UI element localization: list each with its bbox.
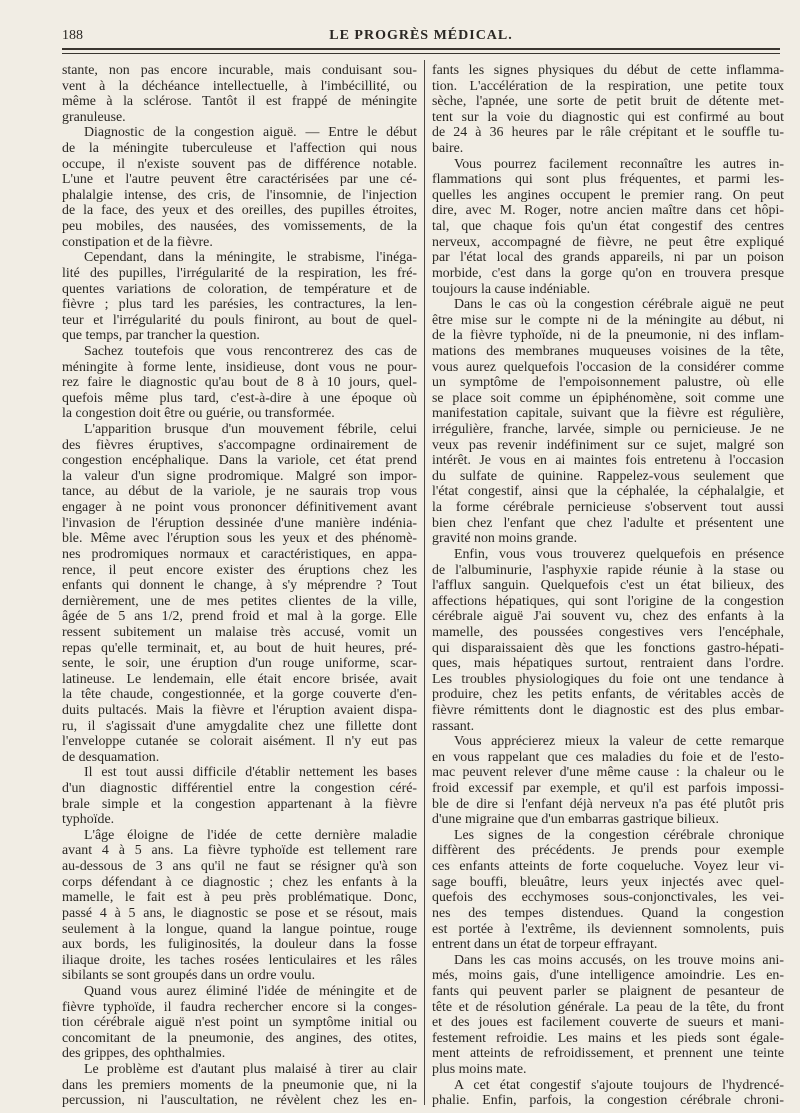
text-line: iliaque droite, les taches rosées lenticulaires et les râles [62,952,417,968]
text-line: méningite à forme lente, insidieuse, dont vous ne pour- [62,359,417,375]
text-line: et des joues est facilement couverte de sueurs et mani- [432,1015,784,1031]
text-line: occupe, il n'existe souvent pas de différence notable. [62,156,417,172]
text-line: L'une et l'autre peuvent être caractérisées par une cé- [62,172,417,188]
text-line: tance, au début de la variole, je ne saurais trop vous [62,484,417,500]
text-line: cérébrale aiguë J'ai souvent vu, chez des enfants à la [432,609,784,625]
text-line: latineuse. Le lendemain, elle était encore brisée, avait [62,671,417,687]
text-line: ressent subitement un malaise très accusé, vomit un [62,624,417,640]
text-line: gravité non moins grande. [432,531,578,547]
journal-title: LE PROGRÈS MÉDICAL. [329,28,513,43]
text-line: bien chez l'enfant que chez l'adulte et présentent une [432,515,784,531]
text-line: passé 4 à 5 ans, le diagnostic se pose et se résout, mais [62,905,417,921]
text-line: Dans les cas moins accusés, on les trouve moins ani- [454,952,784,968]
text-line: fièvre rémittents dont le diagnostic est des plus embar- [432,702,784,718]
text-line: engager à ne point vous prononcer définitivement avant [62,500,417,516]
text-line: un symptôme de l'empoisonnement palustre, où elle [432,375,784,391]
text-line: tion cérébrale aiguë n'est point un symptôme initial ou [62,1015,417,1031]
text-line: est portée à l'extrême, ils deviennent somnolents, puis [432,921,784,937]
text-line: âgée de 5 ans 1/2, prend froid et mal à la gorge. Elle [62,609,417,625]
text-line: repas qu'elle terminait, et, au bout de huit heures, pré- [62,640,417,656]
text-line: qui disparaissaient dès que les fonctions gastro-hépati- [432,640,784,656]
text-line: morbide, c'est dans la gorge qu'on en trouvera presque [432,265,784,281]
text-line: Dans le cas où la congestion cérébrale aiguë ne peut [454,297,784,313]
text-line: Enfin, vous vous trouverez quelquefois en présence [454,546,784,562]
text-line: être mise sur le compte ni de la méningite au début, ni [432,312,784,328]
header-rule-thin [62,53,780,54]
left-column [62,63,417,1109]
text-line: se place soit comme un épiphénomène, soit comme une [432,390,784,406]
text-line: duits pultacés. Mais la fièvre et l'éruption avaient dispa- [62,702,417,718]
text-line: phalie. Enfin, parfois, la congestion cérébrale chroni- [432,1093,784,1109]
text-line: enfants qui donnent le change, à s'y méprendre ? Tout [62,578,417,594]
text-line: sèche, l'apnée, une sorte de petit bruit de détente met- [432,94,784,110]
text-line: de la méningite tuberculeuse et l'affection qui nous [62,141,417,157]
text-line: granuleuse. [62,109,126,125]
text-line: dire, avec M. Roger, notre ancien maître dans cet hôpi- [432,203,784,219]
text-line: l'invasion de l'éruption dessinée d'une manière indénia- [62,515,417,531]
text-line: de desquamation. [62,749,160,765]
text-line: manifestation capitale, suivant que la fièvre est régulière, [432,406,784,422]
text-line: Diagnostic de la congestion aiguë. — Entre le début [84,125,417,141]
column-divider [424,60,425,1105]
text-line: froid excessif par exemple, et qu'il est parfois impossi- [432,781,784,797]
text-line: plus moins mate. [432,1062,527,1077]
text-line: en vous rappelant que ces maladies du foie et de l'esto- [432,749,784,765]
text-line: phalalgie intense, des cris, de l'insomnie, de l'injection [62,187,417,203]
text-line: du sulfate de quinine. Rappelez-vous seulement que [432,468,784,484]
text-line: ble de dire si l'enfant déjà nerveux n'a pas été plutôt pris [432,796,784,812]
text-line: entrent dans un état de torpeur effrayant. [432,937,658,953]
text-line: veux pas revenir indéfiniment sur ce sujet, malgré son [432,437,784,453]
text-line: seulement à la longue, quand la langue pointue, rouge [62,921,417,937]
text-line: par l'état local des grands appareils, ni par un poison [432,250,784,266]
text-line: mations des membranes muqueuses voisines de la tête, [432,343,784,359]
text-line: la tête chaude, congestionnée, et la gorge couverte d'en- [62,687,417,703]
text-line: Les signes de la congestion cérébrale chronique [454,827,784,843]
text-line: tal, que chaque fois qu'un état congestif des centres [432,219,784,235]
text-line: affections hépatiques, qui sont l'origine de la congestion [432,593,784,609]
text-line: mac peuvent relever d'une même cause : la chaleur ou le [432,765,784,781]
text-line: constipation et de la fièvre. [62,234,213,250]
text-line: dernièrement, une de mes petites clientes de la ville, [62,593,417,609]
text-line: ques, mais hépatiques surtout, rentraient dans l'ordre. [432,656,784,672]
text-line: flammations qui sont plus fréquentes, et parmi les- [432,172,784,188]
text-line: de l'albuminurie, l'asphyxie rapide réunie à la stase ou [432,562,784,578]
right-column [432,63,784,1109]
text-line: tion. L'accélération de la respiration, une petite toux [432,78,784,94]
text-line: Sachez toutefois que vous rencontrerez des cas de [84,343,417,359]
text-line: lité des pupilles, l'irrégularité de la respiration, les fré- [62,265,417,281]
text-line: teur et l'irrégularité du pouls finiront, au bout de quel- [62,312,417,328]
text-line: corps défendant à ce diagnostic ; chez les enfants à la [62,874,417,890]
text-line: percussion, ni l'auscultation, ne révèlent chez les en- [62,1093,417,1109]
text-line: Les troubles physiologiques du foie ont une tendance à [432,671,784,687]
text-line: diffèrent des précédents. Je prends pour exemple [432,843,784,859]
text-line: au-dessous de 3 ans qu'il ne faut se résigner qu'à son [62,859,417,875]
text-line: ble. Même avec l'éruption sous les yeux et des phénomè- [62,531,417,547]
text-line: Il est tout aussi difficile d'établir nettement les bases [84,765,417,781]
text-line: d'un diagnostic différentiel entre la congestion céré- [62,781,417,797]
text-line: festement refroidie. Les mains et les pieds sont égale- [432,1030,784,1046]
text-line: Vous apprécierez mieux la valeur de cette remarque [454,734,784,750]
text-line: vous aurez quelquefois l'occasion de la considérer comme [432,359,784,375]
text-line: A cet état congestif s'ajoute toujours de l'hydrencé- [454,1077,784,1093]
text-line: l'état congestif, ainsi que la céphalée, la céphalalgie, et [432,484,784,500]
text-line: baire. [432,141,464,157]
text-line: rence, il peut encore exister des éruptions chez les [62,562,417,578]
page-header [62,28,780,46]
text-line: peu mobiles, des nausées, des vomissements, de la [62,219,417,235]
text-line: sage bouffi, bleuâtre, leurs yeux injectés avec quel- [432,874,784,890]
text-line: Vous pourrez facilement reconnaître les autres in- [454,156,784,172]
text-line: dans les premiers moments de la pneumonie que, ni la [62,1077,417,1093]
text-line: de 24 à 36 heures par le râle crépitant et le souffle tu- [432,125,784,141]
text-line: la forme cérébrale pernicieuse s'observent tout aussi [432,500,784,516]
text-line: Le problème est d'autant plus malaisé à tirer au clair [84,1062,417,1077]
text-line: intérêt. Je vous en ai maintes fois entretenu à l'occasion [432,453,784,469]
text-line: l'afflux sanguin. Quelquefois c'est un état bilieux, des [432,578,784,594]
text-line: fièvre typhoïde, il faudra rechercher encore si la conges- [62,999,417,1015]
text-line: fants les signes physiques du début de cette inflamma- [432,63,784,78]
text-line: ru, il s'agissait d'une amygdalite chez une fillette dont [62,718,417,734]
text-line: irrégulière, franche, larvée, simple ou pernicieuse. Je ne [432,422,784,438]
page-number: 188 [62,28,83,43]
text-line: fants qui peuvent parler se plaignent de pesanteur de [432,983,784,999]
text-line: nes prodromiques normaux et caractéristiques, en appa- [62,546,417,562]
text-line: vent à la déchéance intellectuelle, à l'imbécillité, ou [62,78,417,94]
text-line: Quand vous aurez éliminé l'idée de méningite et de [84,983,417,999]
text-line: stante, non pas encore incurable, mais conduisant sou- [62,63,417,78]
header-rule [62,48,780,50]
text-line: la valeur d'un signe prodromique. Malgré son impor- [62,468,417,484]
text-line: tête et de résolution générale. La peau de la tête, du front [432,999,784,1015]
text-line: l'enveloppe cutanée se colorait aisément. Il n'y eut pas [62,734,417,750]
text-line: mamelle, des poussées congestives vers l'encéphale, [432,624,784,640]
text-line: aux bords, les fuliginosités, la douleur dans la fosse [62,937,417,953]
text-line: ces enfants atteints de forte coqueluche. Voyez leur vi- [432,859,784,875]
text-line: la congestion doit être ou guérie, ou transformée. [62,406,335,422]
text-line: de la face, des yeux et des oreilles, des pupilles étroites, [62,203,417,219]
text-line: ment atteints de refroidissement, et prennent une teinte [432,1046,784,1062]
text-line: de la fièvre typhoïde, ni de la pneumonie, ni des inflam- [432,328,784,344]
text-line: sibilants se sont groupés dans un ordre voulu. [62,968,316,984]
text-line: concomitant de la pneumonie, des angines, des otites, [62,1030,417,1046]
text-line: tent sur la voie du diagnostic qui est confirmé au bout [432,109,784,125]
text-line: typhoïde. [62,812,115,828]
text-line: rez faire le diagnostic qu'au bout de 8 à 10 jours, quel- [62,375,417,391]
text-line: d'une migraine que d'un embarras gastrique bilieux. [432,812,719,828]
text-line: sente, le soir, une éruption d'un rouge uniforme, scar- [62,656,417,672]
text-line: des fièvres éruptives, s'accompagne ordinairement de [62,437,417,453]
text-line: mamelle, le fait est à peu près problématique. Donc, [62,890,417,906]
text-line: avant 4 à 5 ans. La fièvre typhoïde est tellement rare [62,843,417,859]
text-line: produire, chez les petits enfants, de véritables accès de [432,687,784,703]
text-line: des grippes, des ophthalmies. [62,1046,226,1062]
text-line: quentes variations de coloration, de température et de [62,281,417,297]
text-line: quefois des ecchymoses sous-conjonctivales, les vei- [432,890,784,906]
text-line: nes des tempes distendues. Quand la congestion [432,905,784,921]
text-line: congestion encéphalique. Dans la variole, cet état prend [62,453,417,469]
text-line: més, moins gais, d'une intelligence amoindrie. Les en- [432,968,784,984]
text-line: L'âge éloigne de l'idée de cette dernière maladie [84,827,417,843]
text-line: brale simple et la congestion appartenant à la fièvre [62,796,417,812]
text-line: L'apparition brusque d'un mouvement fébrile, celui [84,422,417,438]
text-line: Cependant, dans la méningite, le strabisme, l'inéga- [84,250,417,266]
text-line: fièvre ; plus tard les parésies, les contractures, la len- [62,297,417,313]
text-line: même à la sclérose. Tantôt il est frappé de méningite [62,94,417,110]
text-line: rassant. [432,718,475,734]
text-line: que temps, par trancher la question. [62,328,260,344]
text-line: quefois même plus tard, c'est-à-dire à une époque où [62,390,417,406]
text-line: quelles les angines occupent le premier rang. On peut [432,187,784,203]
text-line: toujours la cause indéniable. [432,281,591,297]
text-line: nerveux, accompagné de fièvre, ne peut être expliqué [432,234,784,250]
